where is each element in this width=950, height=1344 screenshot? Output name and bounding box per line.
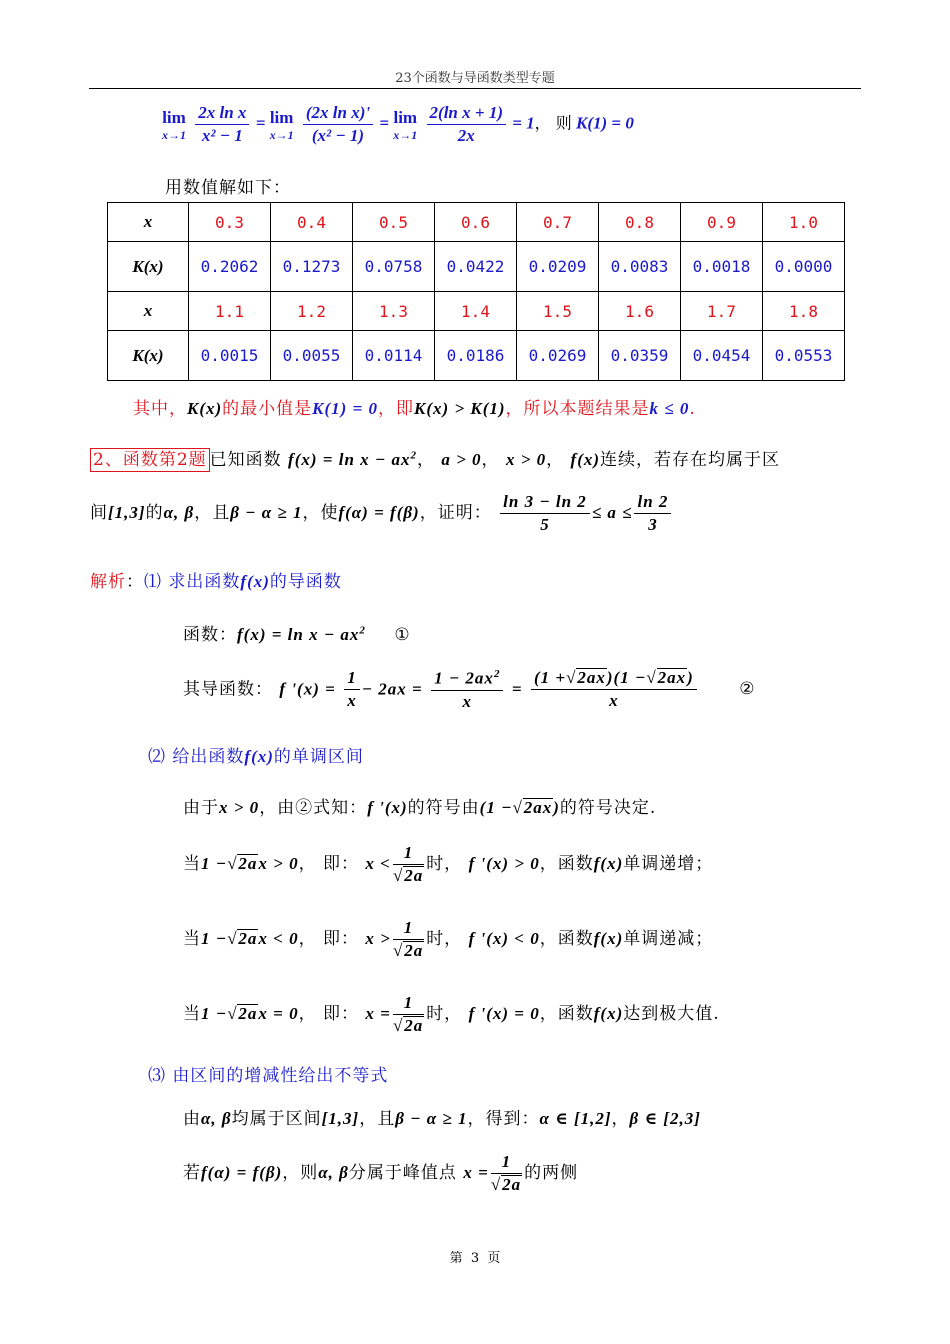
table-intro: 用数值解如下： (165, 178, 291, 198)
solution-step-3: ⑶ 由区间的增减性给出不等式 (148, 1066, 389, 1086)
limit-fraction-1: $\frac{\text{2x ln x}}{\text{x² − 1}}$ (195, 103, 249, 146)
table-conclusion: 其中，K(x)的最小值是K(1) = 0，即K(x) > K(1)，所以本题结果是k ≤ 0. (133, 399, 696, 419)
problem-line-2: 间[1,3]的α, β，且β − α ≥ 1，使f(α) = f(β)，证明： $\frac{\ln 3 - \ln 2}{5}$ ≤ a ≤ $\frac{\ln 2}{3}$ (90, 492, 673, 535)
bound-fraction-low: $\frac{\ln 3 - \ln 2}{5}$ (500, 492, 590, 535)
problem-line-1: 2、函数第2题 已知函数 $f(x) = \ln x - ax^2$， a > 0， x > 0， f(x)连续，若存在均属于区 (90, 445, 780, 470)
limit-fraction-3: $\frac{\text{2(ln x + 1)}}{2x}$ (427, 103, 506, 146)
solution-step-2: ⑵ 给出函数f(x)的单调区间 (148, 747, 364, 767)
limit-fraction-2: $\frac{\text{(2x ln x)'}}{\text{(x² − 1)}}$ (303, 103, 373, 146)
peak-statement: 若f(α) = f(β)，则α, β分属于峰值点 x = $\frac{1}{√2a}$ 的两侧 (183, 1152, 579, 1194)
derivative-definition: 其导函数： f '(x) = $\frac{1}{x}$ − 2ax = $\frac{1 - 2ax^2}{x}$ = $\frac{(1 +√2ax)(1 -√2ax)}{x}$ ② (183, 668, 756, 711)
case-decreasing: 当1 −√2ax < 0， 即： x > $\frac{1}{√2a}$ 时， f '(x) < 0，函数f(x)单调递减； (183, 918, 714, 960)
page-header: 23个函数与导函数类型专题 (395, 71, 555, 86)
function-definition: 函数：$f(x) = \ln x - ax^2$ ① (183, 624, 411, 645)
bound-fraction-high: $\frac{\ln 2}{3}$ (634, 492, 671, 535)
solution-step-1: 解析：⑴ 求出函数f(x)的导函数 (90, 572, 342, 592)
values-table (107, 202, 845, 381)
table-row: K(x) 0.0015 0.0055 0.0114 0.0186 0.0269 0.0359 0.0454 0.0553 (108, 331, 845, 381)
case-increasing: 当1 −√2ax > 0， 即： x < $\frac{1}{√2a}$ 时， f '(x) > 0，函数f(x)单调递增； (183, 843, 714, 885)
interval-statement: 由α, β均属于区间[1,3]，且β − α ≥ 1，得到：α ∈ [1,2]，β ∈ [2,3] (183, 1109, 701, 1129)
table-row: x 1.1 1.2 1.3 1.4 1.5 1.6 1.7 1.8 (108, 292, 845, 331)
limit-equation: lim x→1 $\frac{\text{2x ln x}}{\text{x² − 1}}$ = lim x→1 $\frac{\text{(2x ln x)'}}{\text{(x² − 1)}}$ = lim x→1 $\frac{\text{2(ln x + 1)}}{2x}$ = 1， 则 K(1) = 0 (162, 103, 634, 145)
sign-analysis: 由于x > 0，由②式知：f '(x)的符号由(1 −√2ax)的符号决定. (183, 798, 657, 818)
case-maximum: 当1 −√2ax = 0， 即： x = $\frac{1}{√2a}$ 时， f '(x) = 0，函数f(x)达到极大值. (183, 993, 720, 1035)
table-row: K(x) 0.2062 0.1273 0.0758 0.0422 0.0209 0.0083 0.0018 0.0000 (108, 242, 845, 292)
table-row: x 0.3 0.4 0.5 0.6 0.7 0.8 0.9 1.0 (108, 203, 845, 242)
header-rule (89, 88, 861, 89)
problem-tag: 2、函数第2题 (90, 448, 210, 472)
page-number: 第 3 页 (449, 1251, 501, 1266)
